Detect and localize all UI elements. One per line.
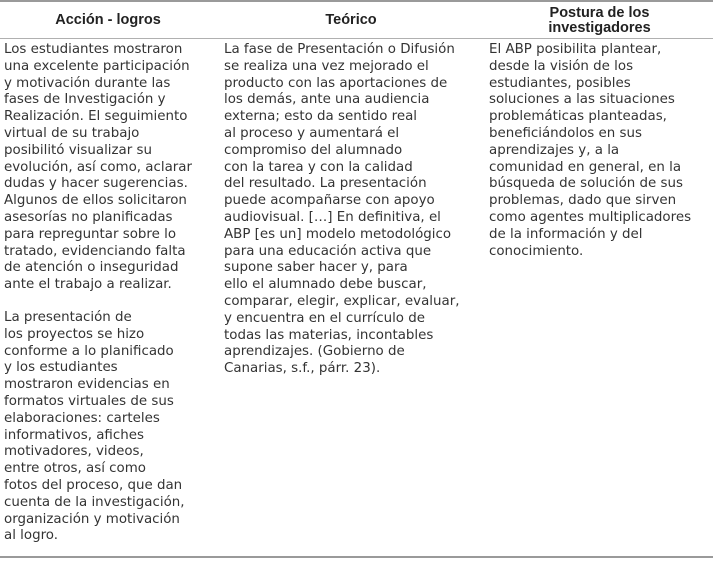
table-bottom-rule	[0, 556, 713, 558]
column-postura-investigadores	[489, 42, 711, 260]
header-postura-label: Postura de los investigadores	[548, 4, 651, 36]
logros-paragraph-1: Los estudiantes mostraron una excelente participación y motivación durante las fases de Investigación y Realización. El seguimiento virtual de su trabajo posibilitó visualizar su evolución, así como, aclarar dudas y hacer sugerencias. Algunos de ellos solicitaron asesorías no planificadas para repreguntar sobre lo tratado, evidenciando falta de atención o inseguridad ante el trabajo a realizar.	[4, 42, 193, 293]
table-top-rule	[0, 0, 713, 2]
logros-paragraph-2: La presentación de los proyectos se hizo conforme a lo planificado y los estudiantes mostraron evidencias en formatos virtuales de sus elaboraciones: carteles informativos, afiches motivadores, videos, entre otros, así como fotos del proceso, que dan cuenta de la investigación, organización y motivación al logro.	[4, 309, 185, 544]
header-teorico: Teórico	[325, 12, 377, 28]
column-teorico	[224, 42, 482, 378]
header-postura-investigadores	[486, 3, 713, 38]
header-accion-logros: Acción - logros	[55, 12, 161, 28]
postura-paragraph: El ABP posibilita plantear, desde la visión de los estudiantes, posibles soluciones a las situaciones problemáticas planteadas, beneficiándolos en sus aprendizajes y, a la comunidad en general, en la búsqueda de solución de sus problemas, dado que sirven como agentes multiplicadores de la información y del conocimiento.	[489, 42, 692, 259]
column-accion-logros	[4, 42, 220, 545]
header-divider-rule	[0, 38, 713, 39]
teorico-paragraph: La fase de Presentación o Difusión se realiza una vez mejorado el producto con las aportaciones de los demás, ante una audiencia externa; esto da sentido real al proceso y aumentará el compromiso del alumnado con la tarea y con la calidad del resultado. La presentación puede acompañarse con apoyo audiovisual. […] En definitiva, el ABP [es un] modelo metodológico para una educación activa que supone saber hacer y, para ello el alumnado debe buscar, comparar, elegir, explicar, evaluar, y encuentra en el currículo de todas las materias, incontables aprendizajes. (Gobierno de Canarias, s.f., párr. 23).	[224, 42, 460, 377]
